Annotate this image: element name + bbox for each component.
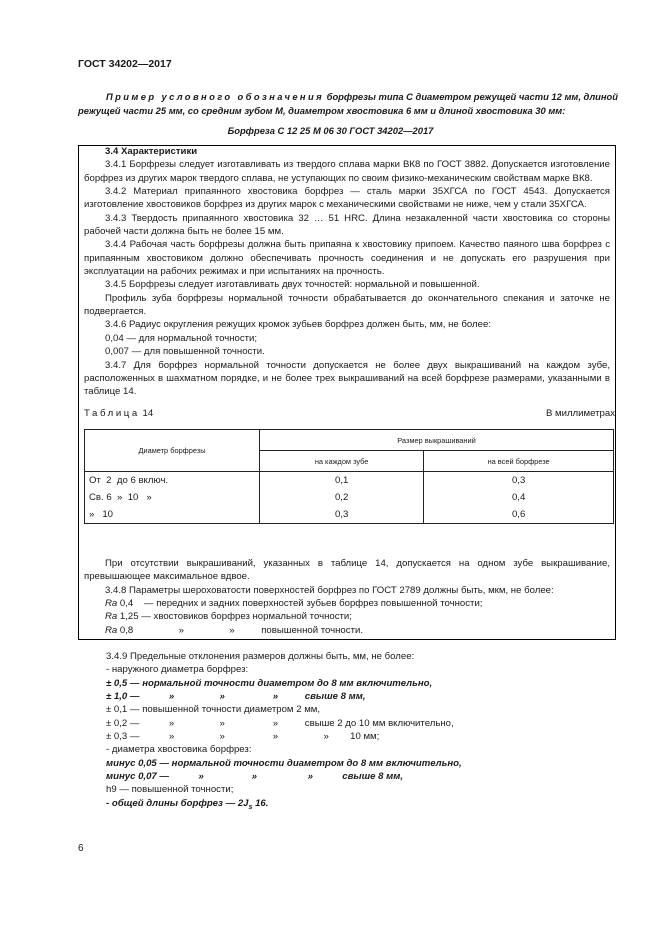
col-whole-bur: на всей борфрезе <box>424 451 614 472</box>
ra-symbol: Ra <box>105 598 118 610</box>
col-size: Размер выкрашиваний <box>260 430 614 451</box>
table-row <box>85 472 614 490</box>
tol-line-3: ± 1,0 — » » » свыше 8 мм, <box>106 691 366 703</box>
cell-each: 0,2 <box>260 489 424 506</box>
tol-line-7: - диаметра хвостовика борфрез: <box>106 744 252 756</box>
col-diameter: Диаметр борфрезы <box>85 430 260 472</box>
ra-symbol: Ra <box>105 624 118 636</box>
frame-left <box>78 145 79 640</box>
roughness-row-3 <box>84 624 610 637</box>
designation-example <box>78 90 618 117</box>
para-343: 3.4.3 Твердость припаянного хвостовика 32 … 51 HRC. Длина незакаленной части хвостовика со стороны рабочей части должна быть не более 15 мм. <box>84 212 610 238</box>
tol-line-9: минус 0,07 — » » » свыше 8 мм, <box>106 771 404 783</box>
para-345: 3.4.5 Борфрезы следует изготавливать двух точностей: нормальной и повышенной. <box>105 279 480 291</box>
table-caption-num: 14 <box>142 408 154 419</box>
para-345b: Профиль зуба борфрезы нормальной точности обрабатывается до окончательного спекания и заточке не подвергается. <box>84 292 610 318</box>
tol-line-6: ± 0,3 — » » » » 10 мм; <box>106 731 380 743</box>
roughness-row-1 <box>84 597 610 610</box>
table-row <box>85 489 614 506</box>
para-349: 3.4.9 Предельные отклонения размеров должны быть, мм, не более: <box>106 651 415 662</box>
para-344: 3.4.4 Рабочая часть борфрезы должна быть припаяна к хвостовику припоем. Качество паяного шва борфрез с припаянным хвостовиком должно обеспечивать прочность соединения и не допускать его разрушения при эксплуатации на рабочих режимах и при испытаниях на прочность. <box>84 239 610 278</box>
tol-length-b: 16. <box>252 797 269 809</box>
table-14 <box>84 429 614 524</box>
page-number: 6 <box>78 843 84 854</box>
para-346b: 0,007 — для повышенной точности. <box>105 346 265 358</box>
example-text: борфрезы типа С диаметром режущей части 12 мм, длиной режущей части 25 мм, со средним зубом М, диаметром хвостовика 6 мм и длиной хвостовика 30 мм: <box>78 91 619 116</box>
para-346: 3.4.6 Радиус округления режущих кромок зубьев борфрез должен быть, мм, не более: <box>105 319 491 331</box>
table-caption-word: Таблица <box>84 408 140 419</box>
tol-length-sub: s <box>248 803 253 811</box>
tol-line-8: минус 0,05 — нормальной точности диаметром до 8 мм включительно, <box>106 757 462 769</box>
tol-line-4: ± 0,1 — повышенной точности диаметром 2 мм, <box>106 704 321 716</box>
frame-bottom <box>78 639 616 640</box>
tol-line-10: h9 — повышенной точности; <box>106 784 234 796</box>
para-348: 3.4.8 Параметры шероховатости поверхностей борфрез по ГОСТ 2789 должны быть, мкм, не более: <box>105 584 554 596</box>
roughness-1: 0,4 — передних и задних поверхностей зубьев борфрез повышенной точности; <box>117 598 483 610</box>
roughness-3: 0,8 » » повышенной точности. <box>117 624 363 636</box>
roughness-row-2 <box>84 610 610 623</box>
cell-all: 0,6 <box>424 506 614 524</box>
frame-right <box>615 145 616 640</box>
tolerances-section <box>106 650 616 814</box>
roughness-2: 1,25 — хвостовиков борфрез нормальной точности; <box>117 611 352 623</box>
cell-diameter: » 10 <box>85 506 260 524</box>
tol-line-1: - наружного диаметра борфрез: <box>106 664 249 676</box>
table-caption <box>84 408 153 419</box>
para-347: 3.4.7 Для борфрез нормальной точности допускается не более двух выкрашиваний на каждом зубе, расположенных в шахматном порядке, и не более трех выкрашиваний на всей борфрезе размерами, указанными в таблице 14. <box>84 359 610 398</box>
cell-all: 0,4 <box>424 489 614 506</box>
cell-diameter: Св. 6 » 10 » <box>85 489 260 506</box>
para-no-chipping: При отсутствии выкрашиваний, указанных в таблице 14, допускается на одном зубе выкрашивание, превышающее максимальное вдвое. <box>84 558 610 583</box>
example-lead: Пример условного обозначения <box>106 91 325 102</box>
cell-each: 0,3 <box>260 506 424 524</box>
col-each-tooth: на каждом зубе <box>260 451 424 472</box>
table-units: В миллиметрах <box>545 408 615 419</box>
ra-symbol: Ra <box>105 611 118 623</box>
tol-line-11 <box>106 797 616 814</box>
tol-line-2: ± 0,5 — нормальной точности диаметром до 8 мм включительно, <box>106 677 433 689</box>
para-346a: 0,04 — для нормальной точности; <box>105 332 258 344</box>
tol-line-5: ± 0,2 — » » » свыше 2 до 10 мм включительно, <box>106 717 454 729</box>
section-title: 3.4 Характеристики <box>105 146 198 157</box>
para-342: 3.4.2 Материал припаянного хвостовика борфрез — сталь марки 35ХГСА по ГОСТ 4543. Допускается изготовление хвостовиков борфрез из других марок с механическими свойствами не ниже, чем у стали 35ХГСА. <box>84 186 610 211</box>
designation-code: Борфреза С 12 25 М 06 30 ГОСТ 34202—2017 <box>227 125 434 136</box>
standard-header: ГОСТ 34202—2017 <box>78 58 172 70</box>
cell-each: 0,1 <box>260 472 424 490</box>
cell-all: 0,3 <box>424 472 614 490</box>
table-row <box>85 506 614 524</box>
cell-diameter: От 2 до 6 включ. <box>85 472 260 490</box>
tol-length-a: - общей длины борфрез — 2J <box>106 797 249 809</box>
para-341: 3.4.1 Борфрезы следует изготавливать из твердого сплава марки ВК8 по ГОСТ 3882. Допускается изготовление борфрез из других марок твердого сплава, не уступающих по своим физико-механическим свойствам марке ВК8. <box>84 159 610 184</box>
after-table-text <box>84 557 610 637</box>
section-characteristics <box>84 145 610 399</box>
